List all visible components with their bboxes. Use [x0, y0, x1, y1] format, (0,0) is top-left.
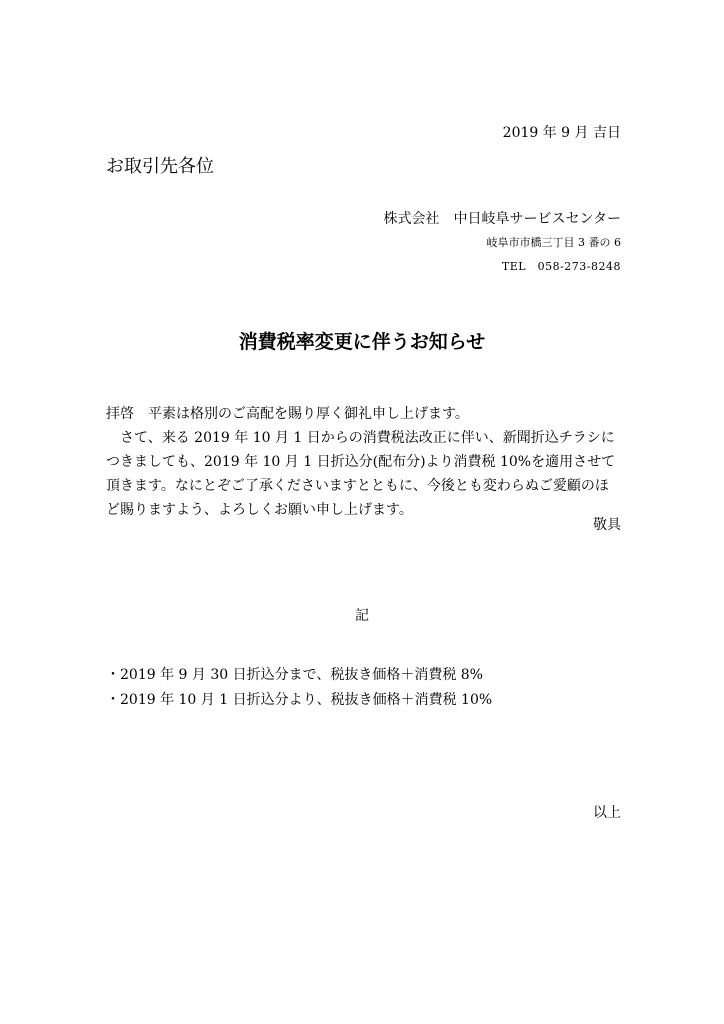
sender-address: 岐阜市市橋三丁目 3 番の 6	[486, 236, 621, 249]
sender-tel: TEL 058-273-8248	[501, 260, 621, 273]
list-item: ・2019 年 9 月 30 日折込分まで、税抜き価格＋消費税 8%	[106, 667, 483, 683]
closing-keigu: 敬具	[593, 517, 621, 533]
notes-end: 以上	[593, 805, 621, 821]
issue-date: 2019 年 9 月 吉日	[502, 125, 621, 141]
list-item: ・2019 年 10 月 1 日折込分より、税抜き価格＋消費税 10%	[106, 692, 493, 708]
notes-heading: 記	[355, 608, 369, 624]
sender-company: 株式会社 中日岐阜サービスセンター	[383, 211, 621, 227]
greeting-line: 拝啓 平素は格別のご高配を賜り厚く御礼申し上げます。	[106, 406, 469, 422]
body-text	[106, 402, 622, 522]
notes-list	[106, 663, 492, 713]
document-title: 消費税率変更に伴うお知らせ	[238, 331, 486, 353]
recipient: お取引先各位	[106, 156, 214, 177]
body-paragraph: さて、来る 2019 年 10 月 1 日からの消費税法改正に伴い、新聞折込チラシにつきましても、2019 年 10 月 1 日折込分(配布分)より消費税 10%を適用させて頂きます。なにとぞご了承くださいますとともに、今後とも変わらぬご愛顧のほど賜りますよう、よろしくお願い申し上げます。	[106, 430, 616, 518]
